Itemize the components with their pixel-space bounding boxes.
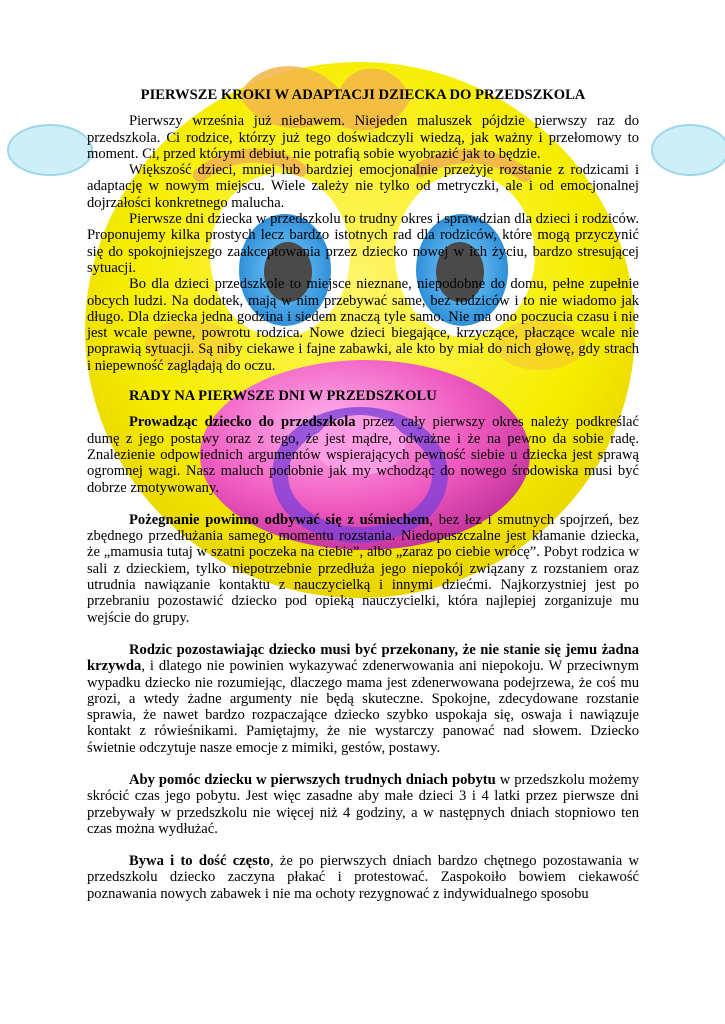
tip-lead: Pożegnanie powinno odbywać się z uśmiechem	[129, 511, 430, 528]
tip-text: , że po pierwszych dniach bardzo chętnego pozostawania w przedszkolu dziecko zaczyna płakać i protestować. Zaspokoiło bowiem ciekawość poznawania nowych zabawek i nie ma ochoty rezygnować z indywidualnego sposobu	[87, 853, 639, 902]
tip-paragraph	[87, 414, 639, 495]
tip-lead: Prowadząc dziecko do przedszkola	[129, 414, 356, 431]
tip-lead: Bywa i to dość często	[129, 853, 270, 870]
tip-lead: Rodzic pozostawiając dziecko musi być przekonany, że nie stanie się jemu żadna krzywda	[87, 641, 639, 675]
tip-paragraph	[87, 853, 639, 902]
intro-paragraph: Bo dla dzieci przedszkole to miejsce nieznane, niepodobne do domu, pełne zupełnie obcych ludzi. Na dodatek, mają w nim przebywać same, bez rodziców i to nie wiadomo jak długo. Dla dziecka jedna godzina i siedem znaczą tyle samo. Nie ma ono poczucia czasu i nie jest wcale pewne, powrotu rodzica. Nowe dzieci biegające, krzyczące, płaczące wcale nie poprawią sytuacji. Są niby ciekawe i fajne zabawki, ale kto by miał do nich głowę, gdy strach i niepewność zaglądają do oczu.	[87, 276, 639, 374]
document-body	[87, 87, 639, 902]
tip-paragraph	[87, 772, 639, 837]
tip-text: , bez łez i smutnych spojrzeń, bez zbędnego przedłużania samego momentu rozstania. Niedopuszczalne jest kłamanie dziecka, że „mamusia tutaj w szatni poczeka na ciebie”, albo „zaraz po ciebie wrócę”. Pobyt rodzica w sali z dzieckiem, tylko niepotrzebnie przedłuża jego niepokój związany z rozstaniem oraz utrudnia nawiązanie kontaktu z nauczycielką i innymi dziećmi. Najkorzystniej jest po przebraniu pozostawić dziecko pod opieką nauczycielki, która najlepiej zorganizuje mu wejście do grupy.	[87, 511, 639, 626]
section-heading: RADY NA PIERWSZE DNI W PRZEDSZKOLU	[129, 388, 437, 405]
intro-paragraph: Pierwsze dni dziecka w przedszkolu to trudny okres i sprawdzian dla dzieci i rodziców. Proponujemy kilka prostych lecz bardzo istotnych rad dla rodziców, które mogą przyczynić się do spokojniejszego zaakceptowania przez dziecko nowej w ich życiu, bardzo stresującej sytuacji.	[87, 211, 639, 276]
right-tear-drop	[652, 125, 725, 175]
left-tear-drop	[8, 125, 92, 175]
document-title: PIERWSZE KROKI W ADAPTACJI DZIECKA DO PRZEDSZKOLA	[140, 87, 586, 103]
intro-paragraph: Większość dzieci, mniej lub bardziej emocjonalnie przeżyje rozstanie z rodzicami i adaptację w nowym miejscu. Wiele zależy nie tylko od metryczki, ale i od emocjonalnej dojrzałości konkretnego malucha.	[87, 162, 639, 211]
tip-lead: Aby pomóc dziecku w pierwszych trudnych dniach pobytu	[129, 771, 496, 788]
tip-text: w przedszkolu możemy skrócić czas jego pobytu. Jest więc zasadne aby małe dzieci 3 i 4 latki przez pierwsze dni przebywały w przedszkolu nie więcej niż 4 godziny, a w następnych dniach stopniowo ten czas można wydłużać.	[87, 771, 640, 837]
tip-paragraph	[87, 642, 639, 756]
tip-text: , i dlatego nie powinien wykazywać zdenerwowania ani niepokoju. W przeciwnym wypadku dziecko nie rozumiejąc, dlaczego mama jest zdenerwowana podejrzewa, że coś mu grozi, a wtedy żadne argumenty nie będą skuteczne. Spokojne, zdecydowane rozstanie sprawia, że nawet bardzo rozpaczające dziecko szybko uspokaja się, oswaja i nawiązuje kontakt z rówieśnikami. Pamiętajmy, że nie wystarczy panować nad słowem. Dziecko świetnie odczytuje nasze emocje z mimiki, gestów, postawy.	[87, 658, 639, 756]
tip-paragraph	[87, 512, 639, 626]
tip-text: przez cały pierwszy okres należy podkreślać dumę z jego postawy oraz z tego, że jest mądre, odważne i że na pewno da sobie radę. Znalezienie odpowiednich argumentów wspierających pewność siebie u dziecka jest sprawą ogromnej wagi. Nasz maluch podobnie jak my wchodząc do nowego środowiska musi być dobrze zmotywowany.	[87, 414, 640, 496]
intro-paragraph: Pierwszy września już niebawem. Niejeden maluszek pójdzie pierwszy raz do przedszkola. Ci rodzice, którzy już tego doświadczyli wiedzą, jak ważny i przełomowy to moment. Ci, przed którymi debiut, nie potrafią sobie wyobrazić jak to będzie.	[87, 113, 639, 162]
